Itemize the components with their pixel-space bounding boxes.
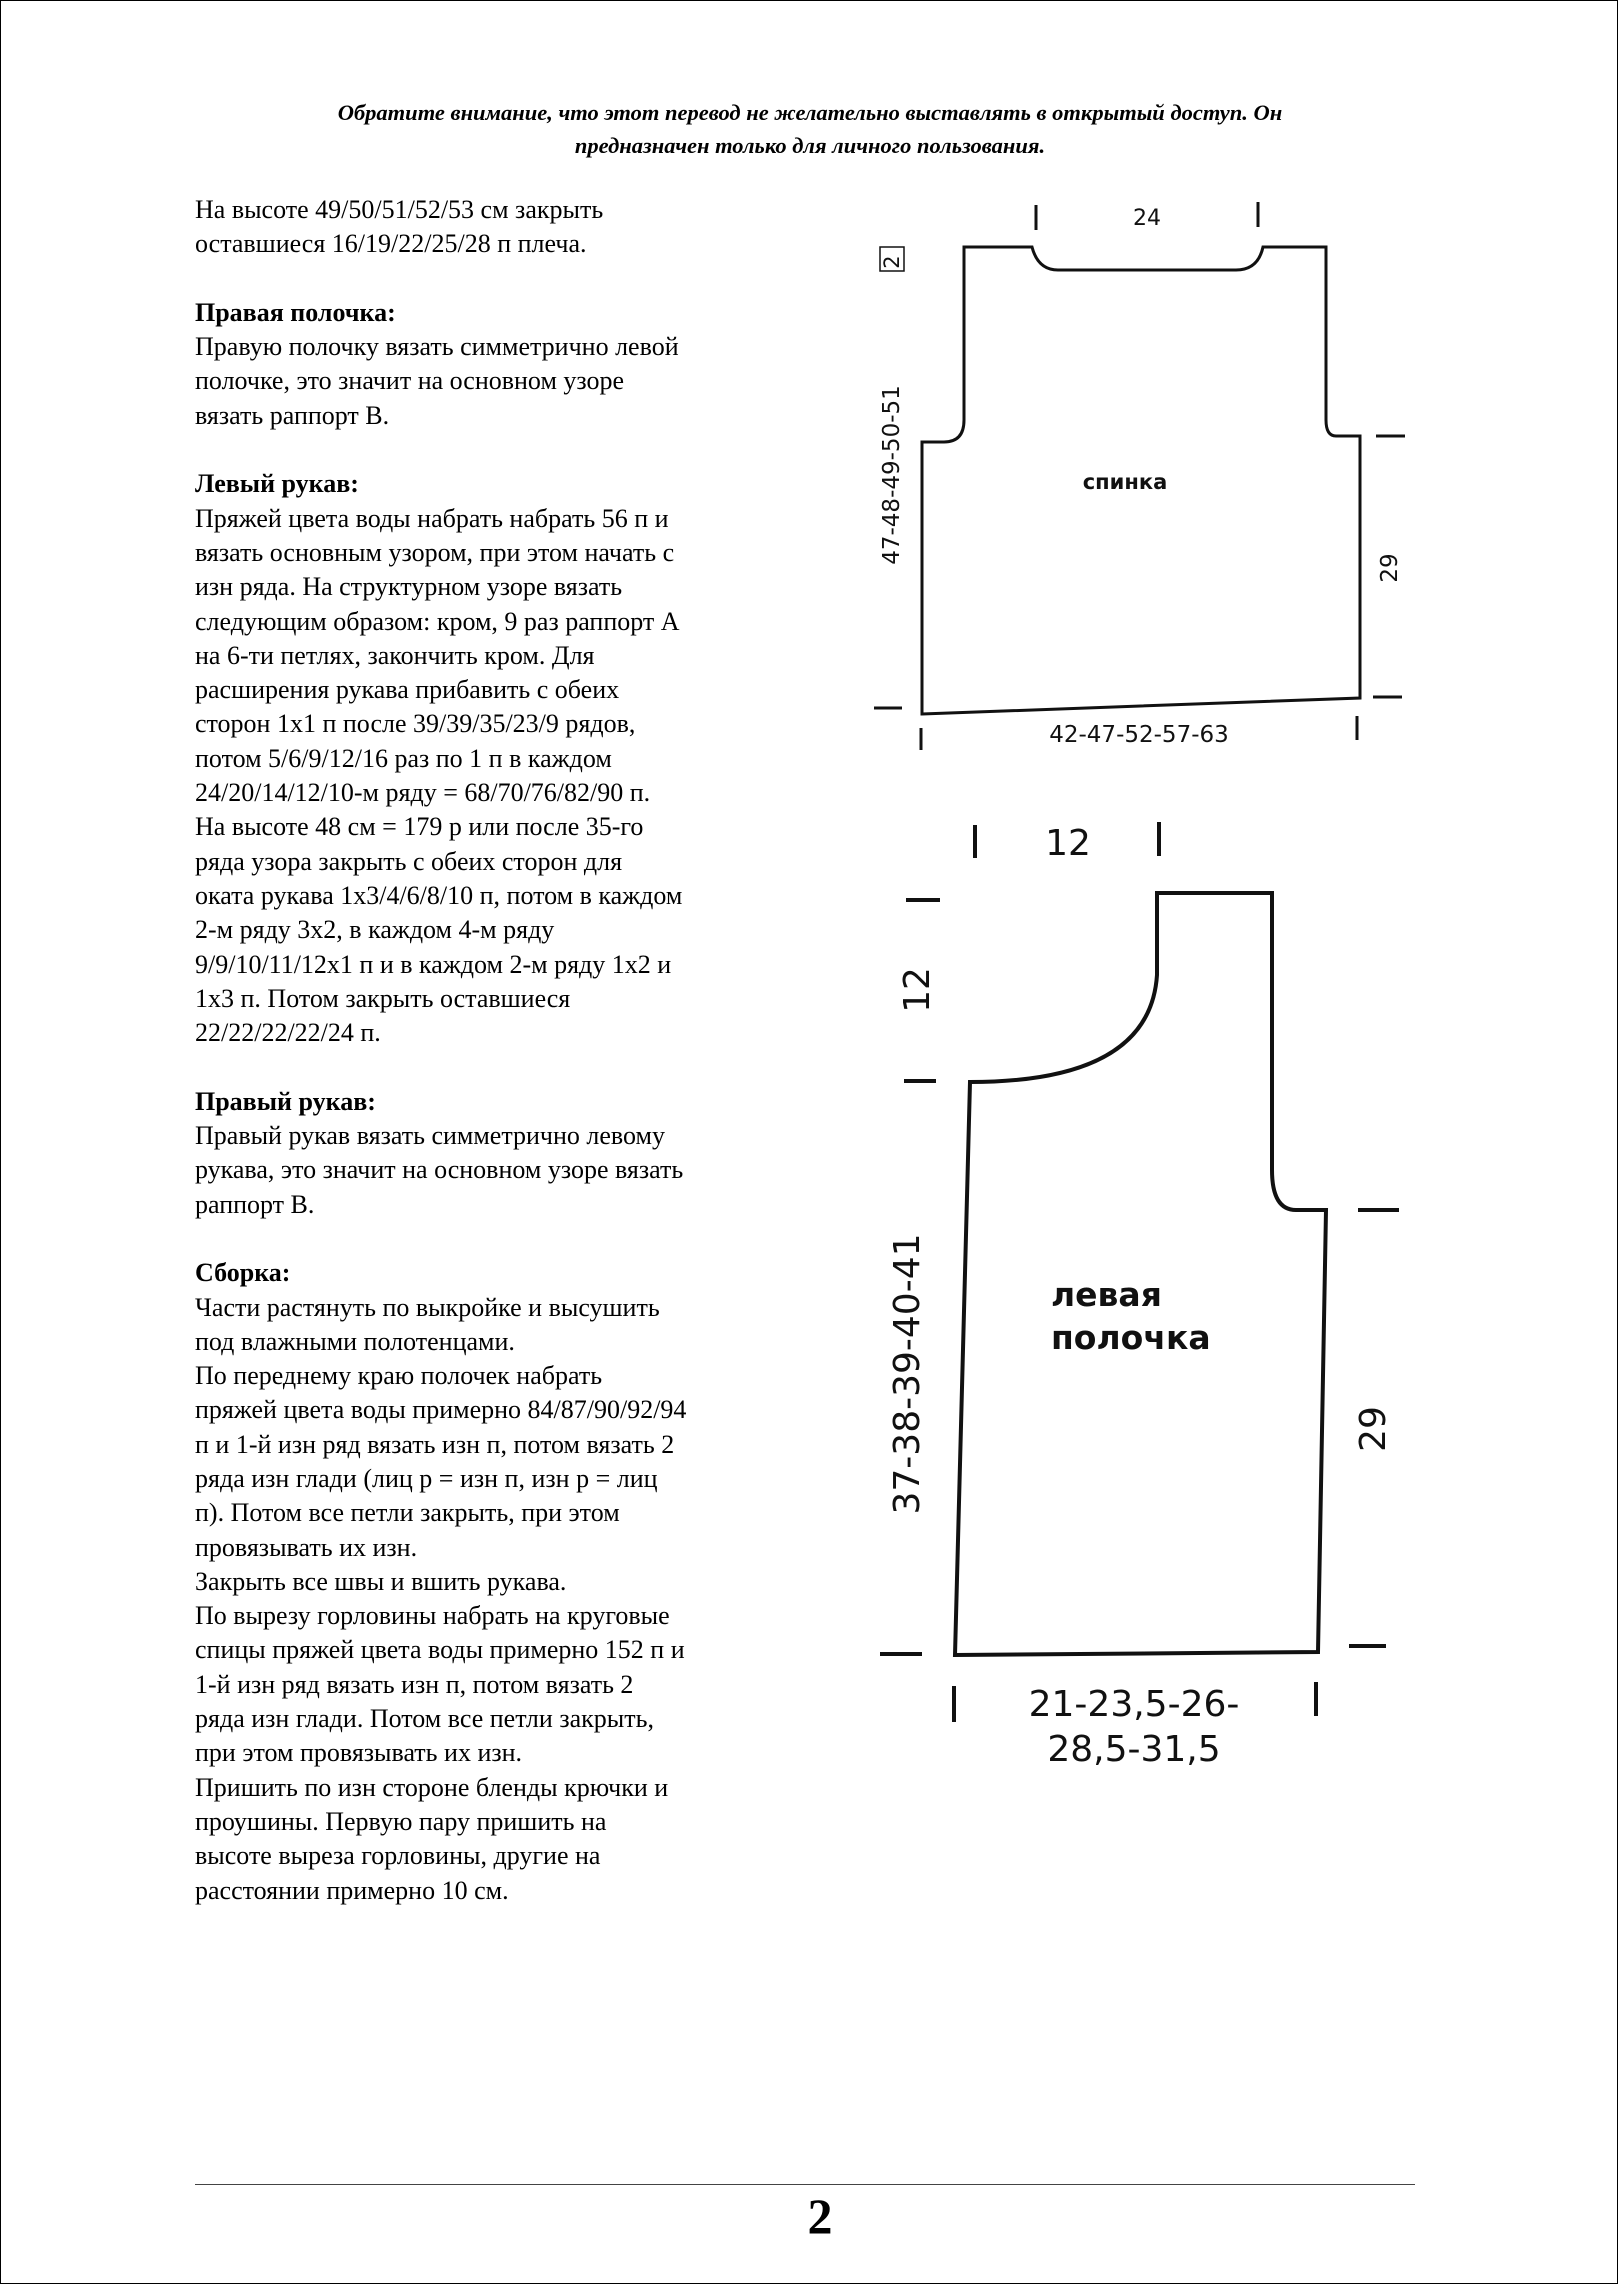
text-line: оставшиеся 16/19/22/25/28 п плеча. [195,229,587,259]
back-label: спинка [1082,470,1168,494]
left-front-label-1: левая [1051,1275,1162,1314]
text-line: рукава, это значит на основном узоре вязать [195,1155,684,1185]
text-line: вязать основным узором, при этом начать с [195,537,675,567]
left-front-height-label: 37-38-39-40-41 [887,1233,928,1515]
text-line: 2-м ряду 3х2, в каждом 4-м ряду [195,915,555,945]
text-line: Пряжей цвета воды набрать набрать 56 п и [195,503,669,533]
text-line: По вырезу горловины набрать на круговые [195,1601,670,1631]
text-line: следующим образом: кром, 9 раз раппорт А [195,606,680,636]
left-front-width-1: 21-23,5-26- [1028,1684,1240,1725]
text-line: п и 1-й изн ряд вязать изн п, потом вязать 2 [195,1429,675,1459]
text-line: По переднему краю полочек набрать [195,1361,603,1391]
text-line: спицы пряжей цвета воды примерно 152 п и [195,1635,685,1665]
page-number: 2 [807,2188,833,2244]
section-heading: Левый рукав: [195,469,359,499]
text-line: 9/9/10/11/12х1 п и в каждом 2-м ряду 1х2 и [195,949,672,979]
text-line: полочке, это значит на основном узоре [195,366,625,396]
text-line: 1х3 п. Потом закрыть оставшиеся [195,983,571,1013]
text-line: вязать раппорт В. [195,400,390,430]
left-front-neck-depth: 12 [897,967,938,1013]
text-line: при этом провязывать их изн. [195,1738,523,1768]
text-line: ряда узора закрыть с обеих сторон для [195,846,623,876]
left-front-schematic [880,822,1399,1722]
back-width-label: 42-47-52-57-63 [1049,722,1229,748]
section-heading: Правый рукав: [195,1086,376,1116]
left-front-outline [955,893,1326,1655]
text-line: оката рукава 1х3/4/6/8/10 п, потом в каждом [195,880,683,910]
back-neck-width: 24 [1133,206,1161,231]
footer-divider [195,2184,1415,2185]
back-shoulder-label: 2 [880,255,904,269]
text-line: сторон 1х1 п после 39/39/35/23/9 рядов, [195,709,636,739]
left-front-label-2: полочка [1051,1318,1211,1357]
notice-line-2: предназначен только для личного пользования. [574,133,1046,158]
text-line: Части растянуть по выкройке и высушить [195,1292,660,1322]
notice-line-1: Обратите внимание, что этот перевод не желательно выставлять в открытый доступ. Он [337,100,1283,125]
section-heading: Сборка: [195,1258,291,1288]
text-line: Пришить по изн стороне бленды крючки и [195,1772,669,1802]
text-line: 24/20/14/12/10-м ряду = 68/70/76/82/90 п. [195,778,651,808]
text-line: На высоте 49/50/51/52/53 см закрыть [195,195,604,224]
text-line: ряда изн глади. Потом все петли закрыть, [195,1704,654,1734]
text-line: 22/22/22/22/24 п. [195,1018,381,1048]
text-line: изн ряда. На структурном узоре вязать [195,572,623,602]
text-line: проушины. Первую пару пришить на [195,1806,607,1836]
text-line: Закрыть все швы и вшить рукава. [195,1566,567,1596]
text-line: провязывать их изн. [195,1532,418,1562]
left-front-armhole-label: 29 [1353,1406,1394,1452]
text-line: пряжей цвета воды примерно 84/87/90/92/94 [195,1395,687,1425]
text-line: ряда изн глади (лиц р = изн п, изн р = лиц [195,1463,658,1493]
text-line: расстоянии примерно 10 см. [195,1875,509,1905]
text-line: под влажными полотенцами. [195,1326,515,1356]
text-line: п). Потом все петли закрыть, при этом [195,1498,620,1528]
text-line: расширения рукава прибавить с обеих [195,675,620,705]
text-line: Правую полочку вязать симметрично левой [195,332,679,362]
back-height-label: 47-48-49-50-51 [879,385,905,565]
text-line: потом 5/6/9/12/16 раз по 1 п в каждом [195,743,612,773]
left-front-neck-width: 12 [1045,823,1091,864]
text-line: высоте выреза горловины, другие на [195,1841,601,1871]
left-front-width-2: 28,5-31,5 [1047,1729,1221,1770]
text-line: 1-й изн ряд вязать изн п, потом вязать 2 [195,1669,634,1699]
section-heading: Правая полочка: [195,297,396,327]
text-line: На высоте 48 см = 179 р или после 35-го [195,812,644,842]
text-line: раппорт В. [195,1189,315,1219]
text-line: Правый рукав вязать симметрично левому [195,1121,665,1151]
back-armhole-label: 29 [1377,553,1403,583]
text-line: на 6-ти петлях, закончить кром. Для [195,640,595,670]
